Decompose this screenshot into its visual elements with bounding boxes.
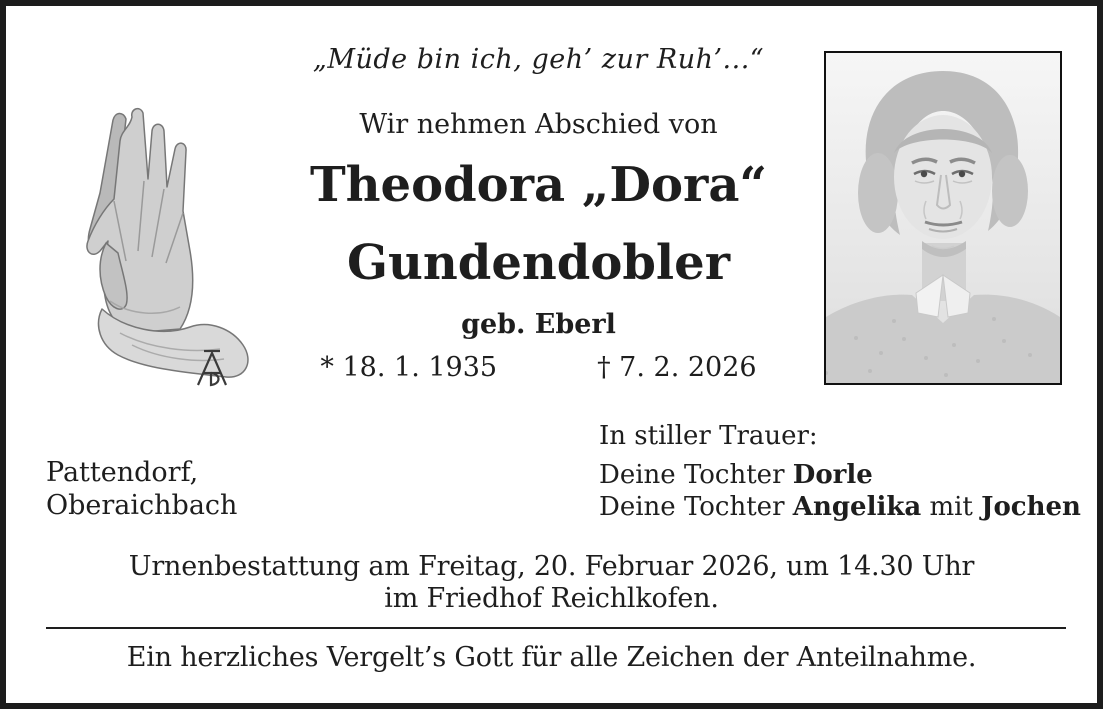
funeral-line2: im Friedhof Reichlkofen. bbox=[384, 583, 719, 614]
separator-line bbox=[46, 627, 1066, 629]
opening-quote: „Müde bin ich, geh’ zur Ruh’...“ bbox=[312, 44, 765, 75]
death-date: † 7. 2. 2026 bbox=[597, 352, 757, 383]
portrait-photo bbox=[824, 51, 1062, 385]
mourning-block bbox=[599, 420, 1081, 523]
mourner-name: Angelika bbox=[792, 492, 922, 522]
mourning-header: In stiller Trauer: bbox=[599, 421, 818, 451]
praying-hands-illustration bbox=[40, 101, 270, 396]
mourner-line bbox=[599, 491, 1081, 523]
mourner-line bbox=[599, 459, 1081, 491]
funeral-info bbox=[6, 551, 1097, 615]
maiden-name: geb. Eberl bbox=[461, 309, 616, 340]
place-line: Oberaichbach bbox=[46, 490, 238, 521]
mourner-name: Jochen bbox=[981, 492, 1081, 522]
deceased-name-line1: Theodora „Dora“ bbox=[309, 157, 768, 213]
place-line: Pattendorf, bbox=[46, 457, 199, 488]
funeral-line1: Urnenbestattung am Freitag, 20. Februar 2026, um 14.30 Uhr bbox=[128, 551, 975, 582]
mourner-prefix: Deine Tochter bbox=[599, 492, 785, 522]
portrait-photo-image bbox=[826, 53, 1060, 383]
mourner-name: Dorle bbox=[792, 460, 873, 490]
life-dates bbox=[276, 352, 801, 383]
mourner-prefix: Deine Tochter bbox=[599, 460, 785, 490]
deceased-name-line2: Gundendobler bbox=[347, 235, 730, 291]
praying-hands-icon bbox=[40, 101, 270, 396]
birth-date: * 18. 1. 1935 bbox=[320, 352, 498, 383]
mourner-connector: mit bbox=[929, 492, 973, 522]
places-block bbox=[46, 456, 237, 522]
farewell-intro: Wir nehmen Abschied von bbox=[359, 109, 718, 140]
thanks-line: Ein herzliches Vergelt’s Gott für alle Zeichen der Anteilnahme. bbox=[126, 642, 977, 673]
